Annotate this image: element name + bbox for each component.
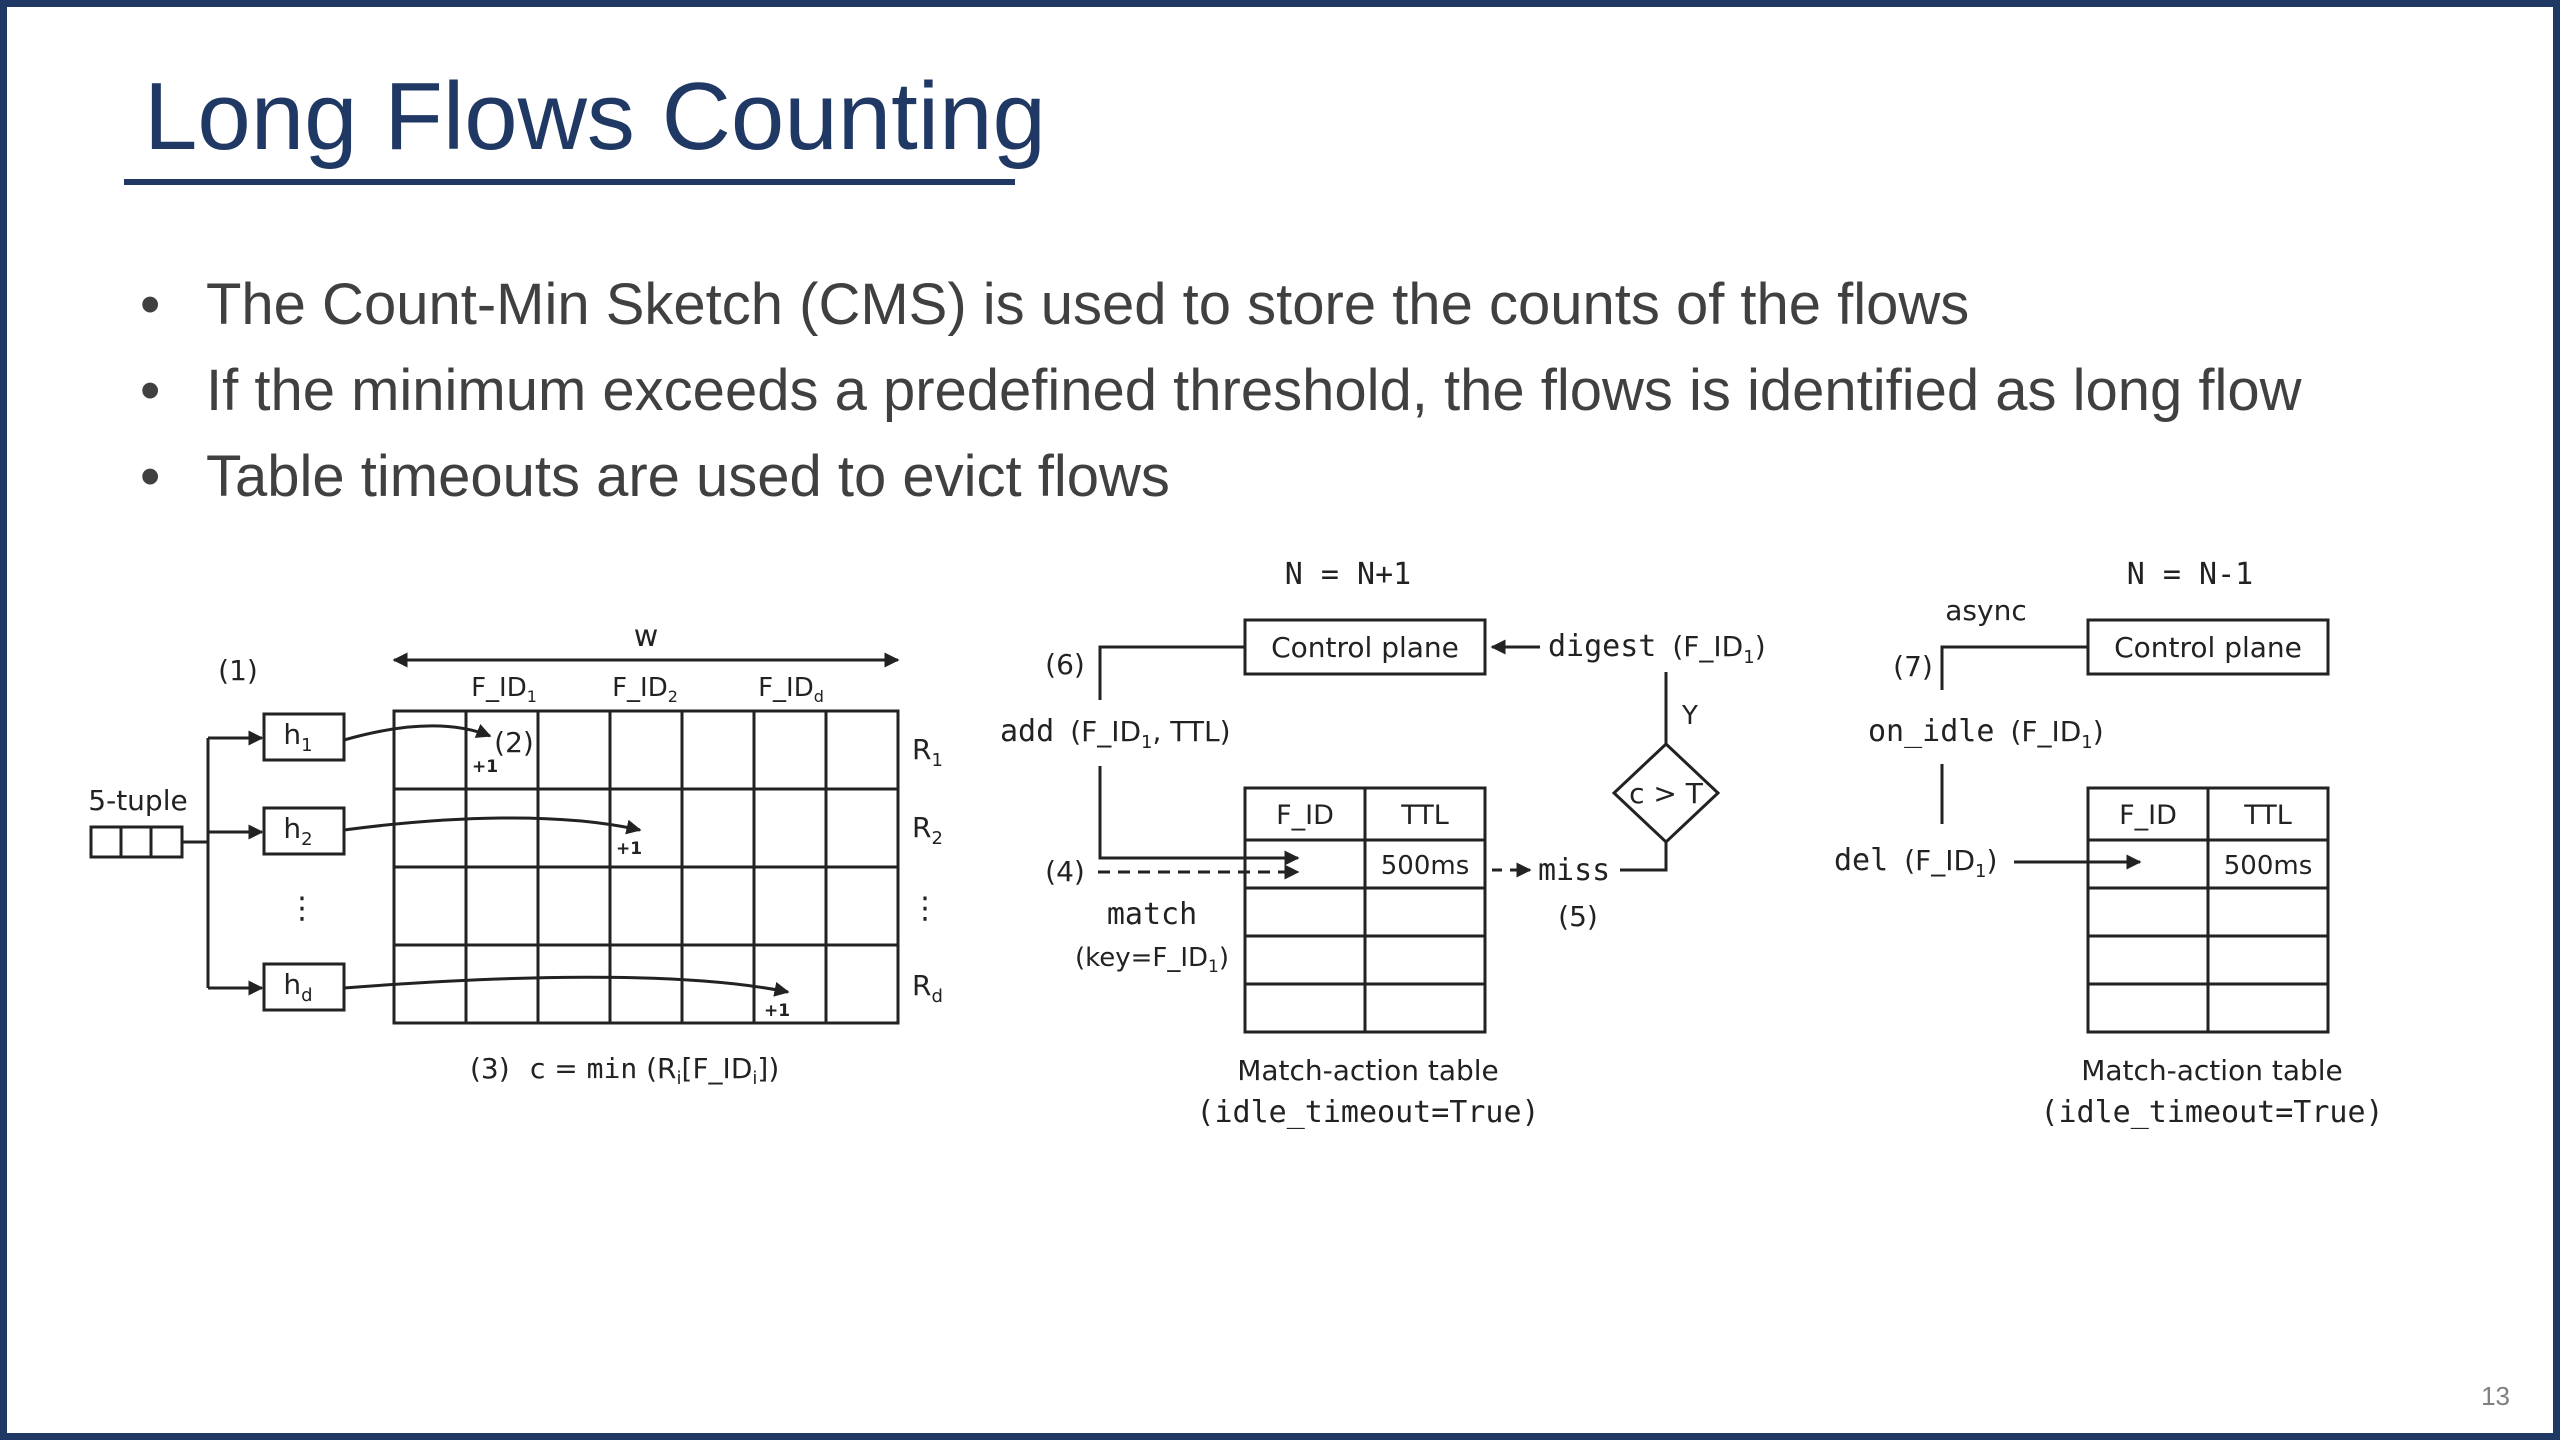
col-header-fid1: F_ID — [471, 673, 527, 703]
table-header-ttl-evict: TTL — [2244, 800, 2292, 831]
col-header-fid2: F_ID — [612, 673, 668, 703]
svg-text:del(F_ID1) — [1834, 843, 1997, 882]
add-connector — [1100, 647, 1245, 700]
hash-vdots: ⋮ — [287, 891, 317, 926]
table-header-fid-evict: F_ID — [2119, 800, 2177, 831]
slide-title: Long Flows Counting — [144, 63, 1046, 170]
table-caption-mono-evict: (idle_timeout=True) — [2040, 1095, 2384, 1130]
threshold-condition: c > T — [1629, 777, 1703, 810]
insert-flow-diagram — [1000, 557, 1766, 1130]
miss-keyword: miss — [1538, 853, 1611, 888]
increment-label-rd: +1 — [763, 1001, 791, 1021]
table-header-ttl-insert: TTL — [1401, 800, 1449, 831]
del-arg-subscript: 1 — [1975, 861, 1987, 882]
async-label: async — [1945, 594, 2027, 627]
step-2-label: (2) — [494, 726, 534, 759]
formula-subscript-i: i — [676, 1068, 682, 1089]
async-connector — [1942, 647, 2088, 690]
miss-to-decision — [1620, 842, 1666, 870]
page-number: 13 — [2481, 1381, 2510, 1411]
on-idle-arg-subscript: 1 — [2081, 732, 2093, 753]
cms-diagram — [88, 619, 943, 1089]
row-label-r2-subscript: 2 — [931, 828, 943, 849]
row-label-r1-subscript: 1 — [931, 750, 943, 771]
svg-text:add(F_ID1, TTL) — [1000, 714, 1231, 753]
match-action-table-evict — [2088, 788, 2328, 1032]
digest-keyword: digest — [1548, 629, 1657, 664]
del-keyword: del — [1834, 843, 1889, 878]
svg-text:Rd — [912, 969, 943, 1007]
add-arg-close: , TTL) — [1152, 715, 1231, 748]
on-idle-keyword: on_idle — [1868, 714, 1995, 749]
svg-text:(key=F_ID1) — [1075, 943, 1229, 977]
digest-arg-close: ) — [1754, 630, 1766, 663]
match-key-close: ) — [1218, 943, 1230, 973]
hash-arrow-h2 — [344, 818, 640, 830]
add-arrow — [1100, 766, 1298, 858]
increment-label-r1: +1 — [471, 757, 499, 777]
hash-h2-label: h — [283, 812, 302, 845]
control-plane-label-insert: Control plane — [1271, 631, 1459, 664]
col-header-fid2-subscript: 2 — [667, 687, 678, 706]
row-label-rd-subscript: d — [931, 986, 943, 1007]
svg-text:R2 — [912, 811, 943, 849]
svg-text:hd — [283, 968, 312, 1006]
control-plane-label-evict: Control plane — [2114, 631, 2302, 664]
tuple-box — [91, 827, 182, 857]
row-label-r2: R — [912, 811, 932, 844]
hash-hd-subscript: d — [301, 985, 313, 1006]
bullet-item-cms: • The Count-Min Sketch (CMS) is used to store the counts of the flows — [140, 262, 2302, 348]
col-header-fidd-subscript: d — [813, 687, 824, 706]
hash-h2-subscript: 2 — [301, 829, 313, 850]
counter-decrement: N = N-1 — [2126, 557, 2254, 592]
hash-hd-label: h — [283, 968, 302, 1001]
step-4-label: (4) — [1045, 855, 1085, 888]
hash-arrow-hd — [344, 977, 788, 992]
row-label-r1: R — [912, 733, 932, 766]
del-arg-close: ) — [1986, 844, 1998, 877]
col-header-fid1-subscript: 1 — [526, 687, 537, 706]
svg-text:F_ID1 — [471, 673, 537, 706]
counter-increment: N = N+1 — [1284, 557, 1412, 592]
formula-arg: (R — [637, 1052, 677, 1085]
svg-text:F_IDd — [758, 673, 824, 706]
table-caption-evict: Match-action table — [2081, 1054, 2343, 1087]
long-flows-diagram — [0, 540, 2560, 1140]
on-idle-arg: (F_ID — [2010, 715, 2082, 748]
svg-text:h2 — [283, 812, 312, 850]
formula-rest: [F_ID — [681, 1052, 753, 1085]
hash-h1-label: h — [283, 718, 302, 751]
row-label-rd: R — [912, 969, 932, 1002]
table-caption-insert: Match-action table — [1237, 1054, 1499, 1087]
table-header-fid-insert: F_ID — [1276, 800, 1334, 831]
svg-text:digest(F_ID1) — [1548, 629, 1766, 668]
match-key-subscript: 1 — [1208, 957, 1219, 977]
formula-min: min — [586, 1052, 638, 1085]
match-key: (key=F_ID — [1074, 943, 1209, 973]
bullet-list — [140, 262, 2302, 520]
step-5-label: (5) — [1558, 900, 1598, 933]
step-7-label: (7) — [1893, 650, 1933, 683]
on-idle-arg-close: ) — [2092, 715, 2104, 748]
digest-arg: (F_ID — [1672, 630, 1744, 663]
svg-text:R1 — [912, 733, 943, 771]
step-6-label: (6) — [1045, 648, 1085, 681]
hash-arrow-h1 — [344, 726, 490, 740]
decision-yes-label: Y — [1682, 701, 1698, 731]
title-underline — [124, 179, 1015, 185]
match-keyword: match — [1106, 897, 1198, 932]
row-vdots: ⋮ — [910, 891, 940, 926]
svg-text:F_ID2 — [612, 673, 678, 706]
formula-end: ]) — [757, 1052, 780, 1085]
hash-h1-subscript: 1 — [301, 735, 313, 756]
table-ttl-value-evict: 500ms — [2223, 851, 2313, 881]
table-ttl-value-insert: 500ms — [1380, 851, 1470, 881]
add-arg-subscript: 1 — [1141, 732, 1153, 753]
col-header-fidd: F_ID — [758, 673, 814, 703]
increment-label-r2: +1 — [615, 839, 643, 859]
formula-subscript-i2: i — [752, 1068, 758, 1089]
svg-text:c = min (Ri[F_IDi]) — [530, 1052, 779, 1089]
step-3-label: (3) — [470, 1052, 510, 1085]
width-label: w — [633, 619, 659, 654]
formula-c: c = — [530, 1052, 587, 1085]
add-arg: (F_ID — [1070, 715, 1142, 748]
digest-arg-subscript: 1 — [1743, 647, 1755, 668]
svg-text:on_idle(F_ID1) — [1868, 714, 2104, 753]
bullet-item-timeouts: • Table timeouts are used to evict flows — [140, 434, 2302, 520]
step-1-label: (1) — [218, 654, 258, 687]
match-action-table-insert — [1245, 788, 1485, 1032]
evict-flow-diagram — [1834, 557, 2384, 1130]
bullet-item-threshold: • If the minimum exceeds a predefined threshold, the flows is identified as long flow — [140, 348, 2302, 434]
del-arg: (F_ID — [1904, 844, 1976, 877]
table-caption-mono-insert: (idle_timeout=True) — [1196, 1095, 1540, 1130]
tuple-label: 5-tuple — [88, 784, 188, 817]
svg-text:h1 — [283, 718, 312, 756]
add-keyword: add — [1000, 714, 1055, 749]
